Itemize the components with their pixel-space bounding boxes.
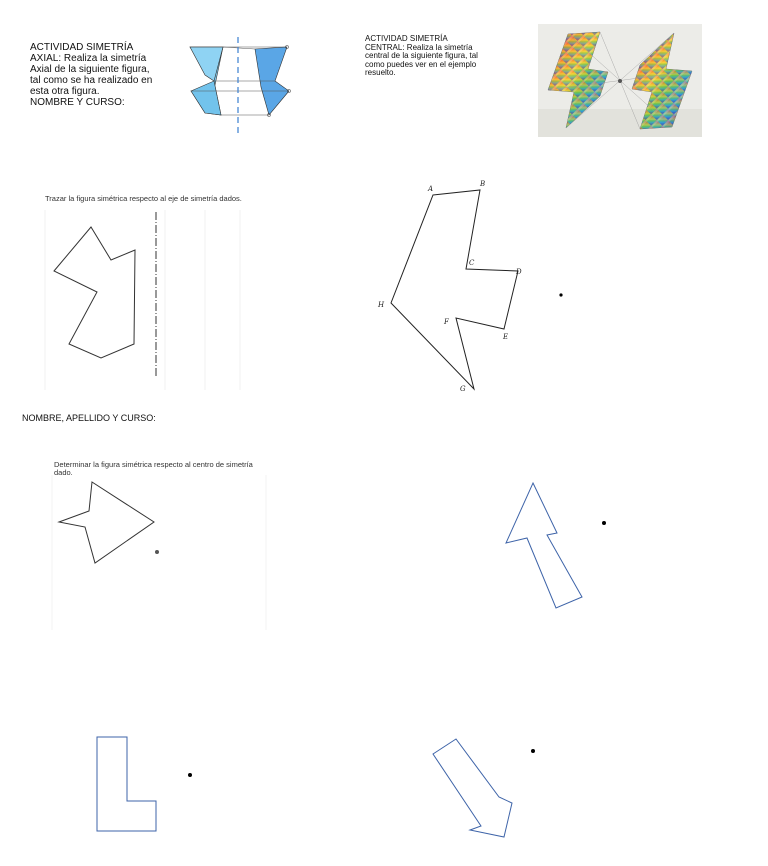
down-arrow-figure (425, 735, 545, 845)
axial-title-line5: esta otra figura. (30, 86, 100, 97)
vertex-label-h: H (378, 301, 385, 309)
vertex-label-c: C (469, 259, 475, 267)
axial-title-line2: AXIAL: Realiza la simetría (30, 53, 147, 64)
axial-example-figure (185, 35, 295, 137)
central-title-line4: como puedes ver en el ejemplo (365, 59, 477, 69)
axis-exercise-instruction: Trazar la figura simétrica respecto al eje de simetría dados. (45, 194, 242, 203)
symmetry-center-point (559, 293, 562, 296)
axial-title-line3: Axial de la siguiente figura, (30, 64, 150, 75)
up-arrow-figure (500, 475, 620, 615)
axial-activity-text (30, 42, 160, 108)
vertex-label-f: F (444, 318, 449, 326)
central-title-line2: CENTRAL: Realiza la simetría (365, 42, 473, 52)
vertex-label-a: A (428, 185, 434, 193)
center-exercise-figure (50, 475, 270, 635)
name-surname-course-label: NOMBRE, APELLIDO Y CURSO: (22, 413, 156, 423)
axial-name-course: NOMBRE Y CURSO: (30, 97, 125, 108)
axial-title-line1: ACTIVIDAD SIMETRÍA (30, 42, 134, 53)
vertex-label-b: B (480, 180, 486, 188)
axis-exercise-figure (45, 210, 275, 395)
center-instruction-line2: dado. (54, 468, 73, 477)
vertex-label-e: E (503, 333, 509, 341)
labeled-polygon-figure (370, 175, 600, 400)
vertex-label-g: G (460, 385, 466, 393)
axial-title-line4: tal como se ha realizado en (30, 75, 153, 86)
vertex-label-d: D (516, 268, 522, 276)
central-title-line1: ACTIVIDAD SIMETRÍA (365, 34, 448, 43)
center-instruction-line1: Determinar la figura simétrica respecto al centro de simetría (54, 460, 253, 469)
central-activity-text (365, 35, 505, 78)
central-example-photo (538, 24, 702, 137)
central-title-line5: resuelto. (365, 68, 396, 77)
l-shape-figure (90, 730, 200, 840)
central-title-line3: central de la siguiente figura, tal (365, 51, 478, 60)
